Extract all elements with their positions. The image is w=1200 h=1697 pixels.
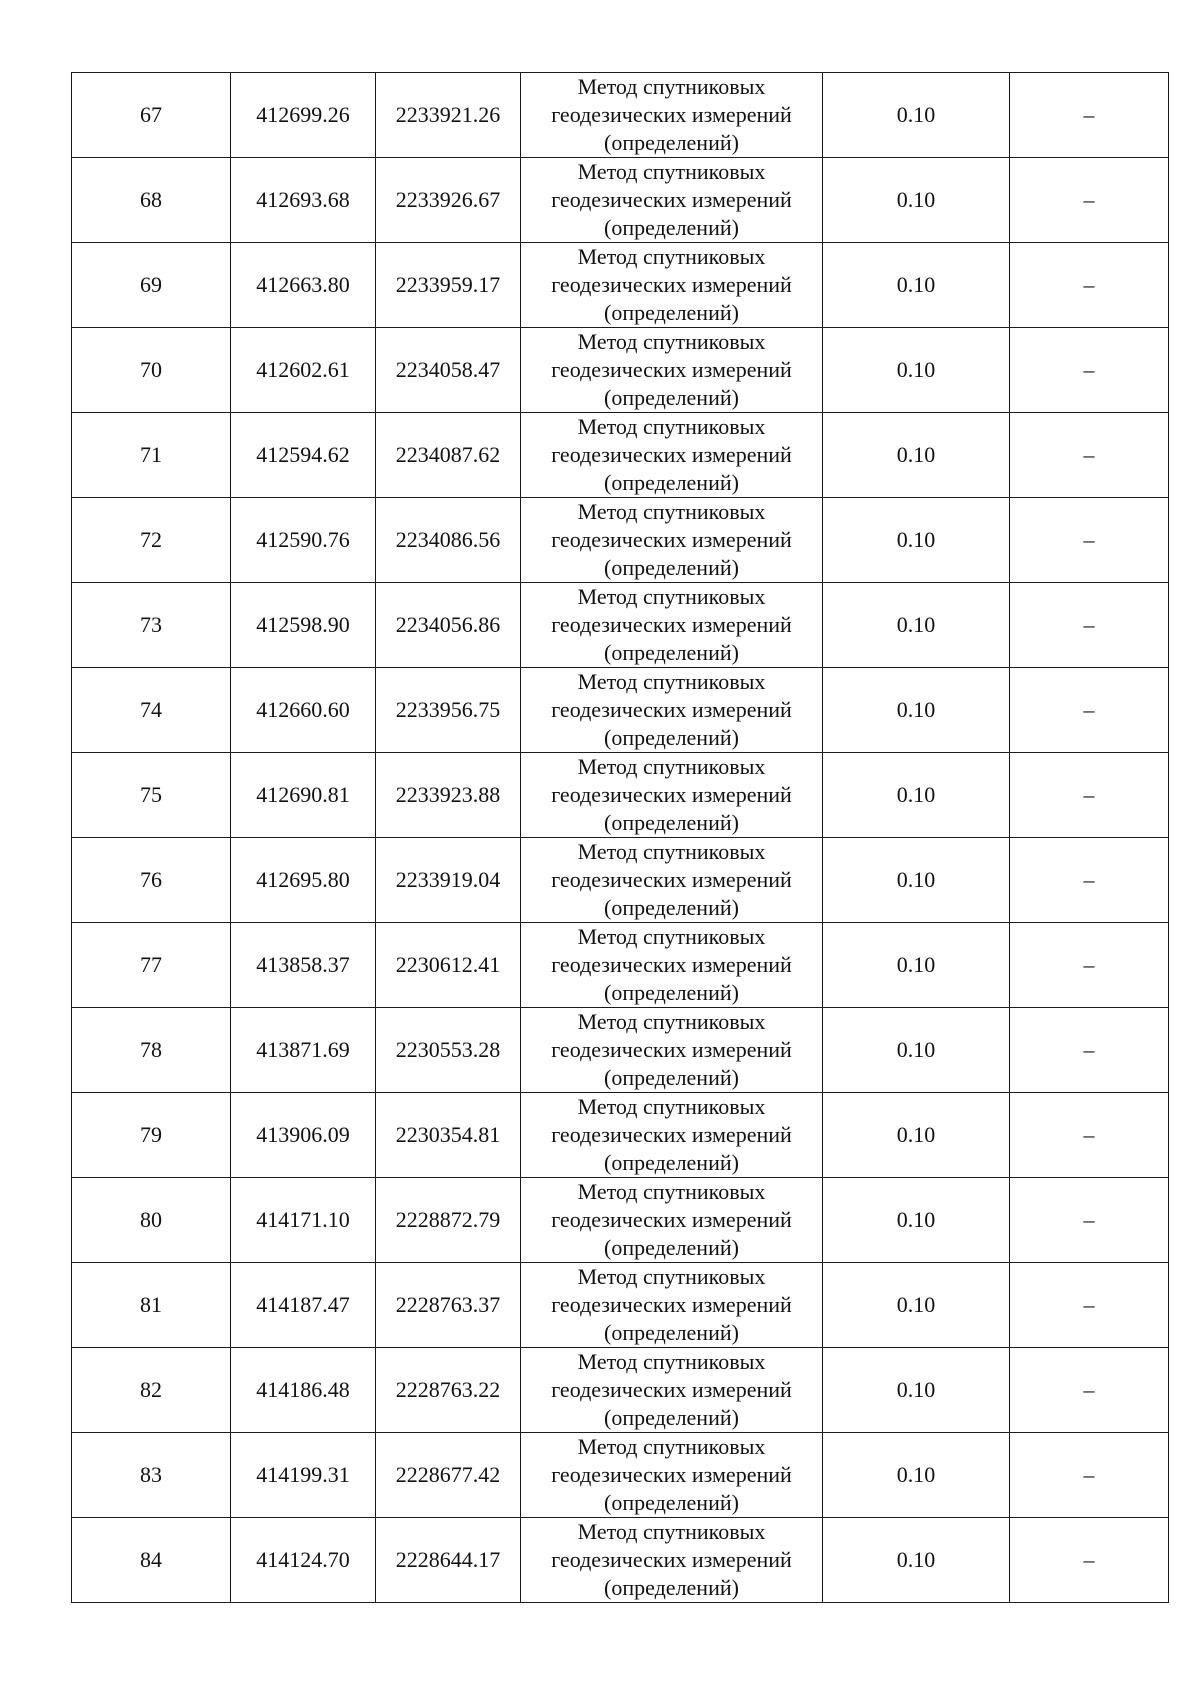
accuracy-cell: 0.10 (823, 1348, 1010, 1433)
accuracy-cell: 0.10 (823, 1093, 1010, 1178)
method-line: (определений) (604, 1065, 739, 1090)
method-line: Метод спутниковых (577, 1179, 766, 1204)
x-coordinate-cell: 413906.09 (231, 1093, 376, 1178)
method-line: геодезических измерений (551, 442, 792, 467)
method-line: (определений) (604, 895, 739, 920)
method-cell (521, 583, 823, 668)
method-line: геодезических измерений (551, 1462, 792, 1487)
method-line: геодезических измерений (551, 272, 792, 297)
accuracy-cell: 0.10 (823, 753, 1010, 838)
accuracy-cell: 0.10 (823, 1518, 1010, 1603)
x-coordinate-cell: 414187.47 (231, 1263, 376, 1348)
table-row (72, 838, 1169, 923)
method-cell (521, 838, 823, 923)
method-line: (определений) (604, 555, 739, 580)
accuracy-cell: 0.10 (823, 1263, 1010, 1348)
x-coordinate-cell: 413871.69 (231, 1008, 376, 1093)
x-coordinate-cell: 412602.61 (231, 328, 376, 413)
method-line: геодезических измерений (551, 1037, 792, 1062)
method-line: геодезических измерений (551, 952, 792, 977)
y-coordinate-cell: 2230553.28 (376, 1008, 521, 1093)
y-coordinate-cell: 2233926.67 (376, 158, 521, 243)
method-line: (определений) (604, 640, 739, 665)
table-row (72, 1008, 1169, 1093)
y-coordinate-cell: 2233956.75 (376, 668, 521, 753)
note-cell: – (1010, 413, 1169, 498)
method-line: геодезических измерений (551, 357, 792, 382)
method-line: Метод спутниковых (577, 839, 766, 864)
method-cell (521, 1433, 823, 1518)
method-cell (521, 328, 823, 413)
point-number-cell: 80 (72, 1178, 231, 1263)
point-number-cell: 76 (72, 838, 231, 923)
method-cell (521, 1008, 823, 1093)
y-coordinate-cell: 2228763.22 (376, 1348, 521, 1433)
method-line: Метод спутниковых (577, 244, 766, 269)
accuracy-cell: 0.10 (823, 413, 1010, 498)
point-number-cell: 70 (72, 328, 231, 413)
x-coordinate-cell: 414124.70 (231, 1518, 376, 1603)
table-row (72, 1433, 1169, 1518)
note-cell: – (1010, 1263, 1169, 1348)
table-row (72, 498, 1169, 583)
method-line: геодезических измерений (551, 527, 792, 552)
coordinates-table-body (72, 73, 1169, 1603)
method-cell (521, 1093, 823, 1178)
method-line: (определений) (604, 1235, 739, 1260)
method-line: Метод спутниковых (577, 499, 766, 524)
y-coordinate-cell: 2228677.42 (376, 1433, 521, 1518)
method-cell (521, 498, 823, 583)
y-coordinate-cell: 2228763.37 (376, 1263, 521, 1348)
x-coordinate-cell: 412690.81 (231, 753, 376, 838)
point-number-cell: 68 (72, 158, 231, 243)
x-coordinate-cell: 414186.48 (231, 1348, 376, 1433)
table-row (72, 158, 1169, 243)
method-line: Метод спутниковых (577, 159, 766, 184)
table-row (72, 328, 1169, 413)
x-coordinate-cell: 412590.76 (231, 498, 376, 583)
coordinates-table-page (71, 72, 1168, 1603)
method-cell (521, 753, 823, 838)
method-line: (определений) (604, 1575, 739, 1600)
note-cell: – (1010, 498, 1169, 583)
method-line: геодезических измерений (551, 697, 792, 722)
y-coordinate-cell: 2233923.88 (376, 753, 521, 838)
point-number-cell: 71 (72, 413, 231, 498)
method-line: геодезических измерений (551, 867, 792, 892)
accuracy-cell: 0.10 (823, 583, 1010, 668)
accuracy-cell: 0.10 (823, 838, 1010, 923)
table-row (72, 1518, 1169, 1603)
y-coordinate-cell: 2233921.26 (376, 73, 521, 158)
note-cell: – (1010, 243, 1169, 328)
method-line: (определений) (604, 1405, 739, 1430)
method-line: Метод спутниковых (577, 1349, 766, 1374)
method-cell (521, 73, 823, 158)
point-number-cell: 83 (72, 1433, 231, 1518)
method-line: Метод спутниковых (577, 329, 766, 354)
method-cell (521, 243, 823, 328)
point-number-cell: 81 (72, 1263, 231, 1348)
method-line: (определений) (604, 725, 739, 750)
x-coordinate-cell: 414199.31 (231, 1433, 376, 1518)
note-cell: – (1010, 1178, 1169, 1263)
table-row (72, 413, 1169, 498)
note-cell: – (1010, 753, 1169, 838)
note-cell: – (1010, 1093, 1169, 1178)
method-line: (определений) (604, 130, 739, 155)
method-line: (определений) (604, 1320, 739, 1345)
point-number-cell: 79 (72, 1093, 231, 1178)
y-coordinate-cell: 2228872.79 (376, 1178, 521, 1263)
method-line: (определений) (604, 470, 739, 495)
note-cell: – (1010, 73, 1169, 158)
note-cell: – (1010, 1518, 1169, 1603)
method-line: геодезических измерений (551, 782, 792, 807)
method-line: геодезических измерений (551, 1377, 792, 1402)
accuracy-cell: 0.10 (823, 923, 1010, 1008)
y-coordinate-cell: 2233919.04 (376, 838, 521, 923)
x-coordinate-cell: 412699.26 (231, 73, 376, 158)
note-cell: – (1010, 1008, 1169, 1093)
method-line: (определений) (604, 1150, 739, 1175)
x-coordinate-cell: 412660.60 (231, 668, 376, 753)
note-cell: – (1010, 923, 1169, 1008)
method-line: Метод спутниковых (577, 414, 766, 439)
method-line: (определений) (604, 300, 739, 325)
method-line: Метод спутниковых (577, 1519, 766, 1544)
method-line: геодезических измерений (551, 1122, 792, 1147)
method-line: Метод спутниковых (577, 584, 766, 609)
method-line: Метод спутниковых (577, 1094, 766, 1119)
method-cell (521, 1348, 823, 1433)
table-row (72, 1178, 1169, 1263)
method-line: геодезических измерений (551, 612, 792, 637)
table-row (72, 1348, 1169, 1433)
note-cell: – (1010, 668, 1169, 753)
method-line: (определений) (604, 980, 739, 1005)
point-number-cell: 75 (72, 753, 231, 838)
y-coordinate-cell: 2234086.56 (376, 498, 521, 583)
y-coordinate-cell: 2230354.81 (376, 1093, 521, 1178)
note-cell: – (1010, 1433, 1169, 1518)
method-cell (521, 923, 823, 1008)
method-cell (521, 158, 823, 243)
y-coordinate-cell: 2234058.47 (376, 328, 521, 413)
method-line: Метод спутниковых (577, 924, 766, 949)
x-coordinate-cell: 412695.80 (231, 838, 376, 923)
method-line: (определений) (604, 810, 739, 835)
note-cell: – (1010, 838, 1169, 923)
method-cell (521, 1518, 823, 1603)
method-cell (521, 413, 823, 498)
x-coordinate-cell: 412693.68 (231, 158, 376, 243)
table-row (72, 73, 1169, 158)
table-row (72, 753, 1169, 838)
note-cell: – (1010, 158, 1169, 243)
table-row (72, 1093, 1169, 1178)
method-line: геодезических измерений (551, 1292, 792, 1317)
method-cell (521, 668, 823, 753)
coordinates-table (71, 72, 1169, 1603)
method-line: (определений) (604, 1490, 739, 1515)
method-line: Метод спутниковых (577, 669, 766, 694)
note-cell: – (1010, 328, 1169, 413)
y-coordinate-cell: 2234056.86 (376, 583, 521, 668)
method-line: (определений) (604, 385, 739, 410)
accuracy-cell: 0.10 (823, 498, 1010, 583)
point-number-cell: 72 (72, 498, 231, 583)
y-coordinate-cell: 2234087.62 (376, 413, 521, 498)
x-coordinate-cell: 412594.62 (231, 413, 376, 498)
method-line: Метод спутниковых (577, 754, 766, 779)
method-line: Метод спутниковых (577, 1434, 766, 1459)
accuracy-cell: 0.10 (823, 668, 1010, 753)
accuracy-cell: 0.10 (823, 1178, 1010, 1263)
method-line: Метод спутниковых (577, 1264, 766, 1289)
method-line: (определений) (604, 215, 739, 240)
x-coordinate-cell: 412598.90 (231, 583, 376, 668)
table-row (72, 923, 1169, 1008)
point-number-cell: 77 (72, 923, 231, 1008)
point-number-cell: 78 (72, 1008, 231, 1093)
x-coordinate-cell: 414171.10 (231, 1178, 376, 1263)
method-cell (521, 1178, 823, 1263)
accuracy-cell: 0.10 (823, 1008, 1010, 1093)
table-row (72, 583, 1169, 668)
table-row (72, 243, 1169, 328)
accuracy-cell: 0.10 (823, 73, 1010, 158)
table-row (72, 1263, 1169, 1348)
method-line: геодезических измерений (551, 1547, 792, 1572)
table-row (72, 668, 1169, 753)
x-coordinate-cell: 412663.80 (231, 243, 376, 328)
method-line: геодезических измерений (551, 187, 792, 212)
point-number-cell: 84 (72, 1518, 231, 1603)
note-cell: – (1010, 583, 1169, 668)
method-cell (521, 1263, 823, 1348)
point-number-cell: 74 (72, 668, 231, 753)
y-coordinate-cell: 2233959.17 (376, 243, 521, 328)
accuracy-cell: 0.10 (823, 1433, 1010, 1518)
accuracy-cell: 0.10 (823, 328, 1010, 413)
accuracy-cell: 0.10 (823, 158, 1010, 243)
accuracy-cell: 0.10 (823, 243, 1010, 328)
x-coordinate-cell: 413858.37 (231, 923, 376, 1008)
point-number-cell: 69 (72, 243, 231, 328)
method-line: Метод спутниковых (577, 74, 766, 99)
y-coordinate-cell: 2230612.41 (376, 923, 521, 1008)
point-number-cell: 82 (72, 1348, 231, 1433)
note-cell: – (1010, 1348, 1169, 1433)
y-coordinate-cell: 2228644.17 (376, 1518, 521, 1603)
method-line: Метод спутниковых (577, 1009, 766, 1034)
point-number-cell: 73 (72, 583, 231, 668)
method-line: геодезических измерений (551, 102, 792, 127)
point-number-cell: 67 (72, 73, 231, 158)
method-line: геодезических измерений (551, 1207, 792, 1232)
